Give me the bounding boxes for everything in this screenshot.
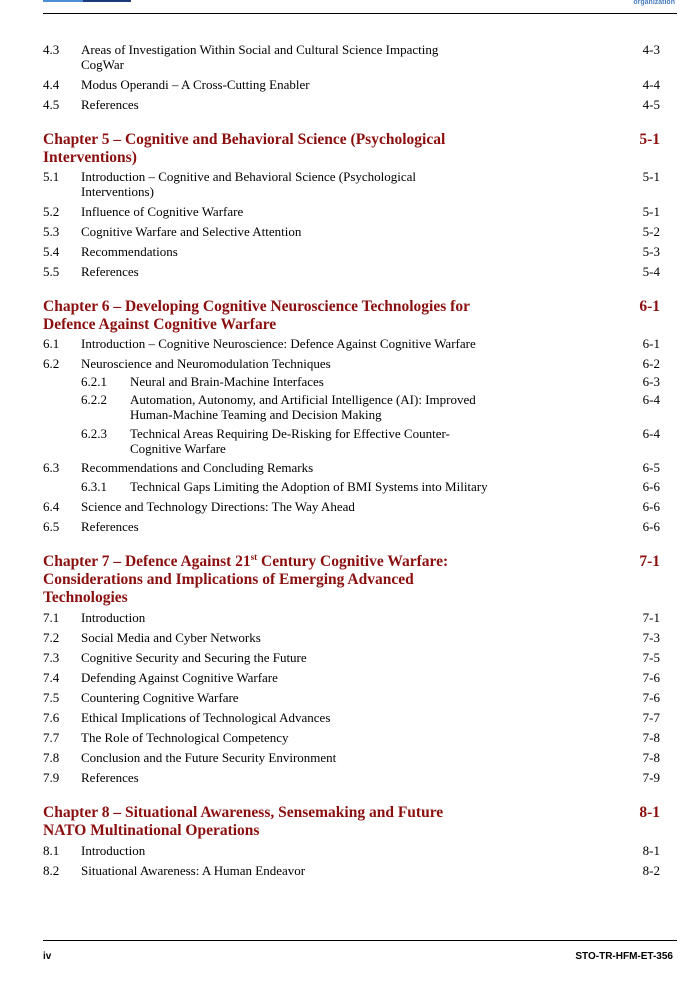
chapter-7-heading[interactable]: [43, 553, 660, 607]
toc-title: Introduction – Cognitive and Behavioral Science (Psychological Interventions): [81, 169, 417, 199]
toc-number: 5.3: [43, 224, 60, 239]
toc-number: 7.8: [43, 750, 60, 765]
toc-title: Neural and Brain-Machine Interfaces: [130, 374, 324, 389]
toc-title: The Role of Technological Competency: [81, 730, 289, 745]
toc-page: 5-1: [642, 204, 660, 219]
toc-entry-6-3-1[interactable]: [43, 479, 660, 494]
toc-page: 7-5: [642, 650, 660, 665]
toc-page: 5-2: [642, 224, 660, 239]
toc-title: Introduction – Cognitive Neuroscience: Defence Against Cognitive Warfare: [81, 336, 476, 351]
toc-title: Neuroscience and Neuromodulation Techniques: [81, 356, 331, 371]
toc-title: References: [81, 519, 139, 534]
toc-title: Countering Cognitive Warfare: [81, 690, 239, 705]
toc-number: 7.4: [43, 670, 60, 685]
toc-page: 6-4: [642, 392, 660, 407]
chapter-8-heading[interactable]: [43, 804, 660, 840]
toc-number: 7.3: [43, 650, 60, 665]
toc-entry-6-2[interactable]: [43, 356, 660, 371]
toc-page: 6-1: [642, 336, 660, 351]
toc-entry-5-4[interactable]: [43, 244, 660, 259]
toc-title: Ethical Implications of Technological Advances: [81, 710, 331, 725]
chapter-page: 8-1: [639, 804, 660, 821]
toc-title: Recommendations: [81, 244, 178, 259]
toc-entry-7-7[interactable]: [43, 730, 660, 745]
toc-number: 7.2: [43, 630, 60, 645]
chapter-6-heading[interactable]: [43, 298, 660, 334]
toc-entry-5-1[interactable]: [43, 169, 660, 199]
toc-entry-7-2[interactable]: [43, 630, 660, 645]
toc-page: 7-6: [642, 670, 660, 685]
toc-page: 6-6: [642, 479, 660, 494]
toc-entry-6-2-1[interactable]: [43, 374, 660, 389]
chapter-title: Chapter 5 – Cognitive and Behavioral Science (Psychological Interventions): [43, 131, 446, 166]
toc-title: Areas of Investigation Within Social and Cultural Science Impacting CogWar: [81, 42, 439, 72]
toc-entry-7-8[interactable]: [43, 750, 660, 765]
toc-page: 5-4: [642, 264, 660, 279]
toc-page: 7-8: [642, 750, 660, 765]
chapter-page: 5-1: [639, 131, 660, 148]
toc-title: References: [81, 264, 139, 279]
toc-number: 5.1: [43, 169, 60, 184]
toc-number: 4.4: [43, 77, 60, 92]
toc-title: Conclusion and the Future Security Environment: [81, 750, 337, 765]
chapter-title-part: Chapter 7 – Defence Against 21: [43, 553, 251, 570]
toc-title: Cognitive Warfare and Selective Attention: [81, 224, 302, 239]
toc-title: References: [81, 97, 139, 112]
toc-title: Recommendations and Concluding Remarks: [81, 460, 314, 475]
toc-entry-4-4[interactable]: [43, 77, 660, 92]
toc-entry-7-3[interactable]: [43, 650, 660, 665]
toc-title: Cognitive Security and Securing the Future: [81, 650, 307, 665]
toc-number: 6.2: [43, 356, 60, 371]
footer-rule: [43, 940, 677, 941]
footer-page-number: iv: [43, 951, 52, 962]
toc-entry-6-4[interactable]: [43, 499, 660, 514]
toc-entry-8-2[interactable]: [43, 863, 660, 878]
toc-page: 7-8: [642, 730, 660, 745]
toc-title: Social Media and Cyber Networks: [81, 630, 261, 645]
toc-number: 5.4: [43, 244, 60, 259]
toc-entry-7-1[interactable]: [43, 610, 660, 625]
toc-entry-4-3[interactable]: [43, 42, 660, 72]
chapter-title: Chapter 6 – Developing Cognitive Neuroscience Technologies for Defence Against Cognitive Warfare: [43, 298, 470, 333]
toc-number: 6.2.2: [81, 392, 107, 407]
toc-number: 6.2.3: [81, 426, 107, 441]
toc-entry-4-5[interactable]: [43, 97, 660, 112]
toc-entry-7-5[interactable]: [43, 690, 660, 705]
toc-entry-5-2[interactable]: [43, 204, 660, 219]
toc-title: Modus Operandi – A Cross-Cutting Enabler: [81, 77, 310, 92]
toc-number: 6.1: [43, 336, 60, 351]
toc-number: 5.2: [43, 204, 60, 219]
toc-entry-6-1[interactable]: [43, 336, 660, 351]
chapter-title: Chapter 8 – Situational Awareness, Sensemaking and Future NATO Multinational Operations: [43, 804, 444, 839]
toc-page: 7-1: [642, 610, 660, 625]
toc-title: Technical Gaps Limiting the Adoption of BMI Systems into Military: [130, 479, 488, 494]
toc-page: 4-5: [642, 97, 660, 112]
toc-number: 7.5: [43, 690, 60, 705]
toc-page: 6-6: [642, 499, 660, 514]
toc-entry-7-4[interactable]: [43, 670, 660, 685]
toc-page: 8-1: [642, 843, 660, 858]
chapter-page: 6-1: [639, 298, 660, 315]
toc-entry-5-5[interactable]: [43, 264, 660, 279]
toc-number: 6.3: [43, 460, 60, 475]
toc-page: 4-3: [642, 42, 660, 57]
table-of-contents: [43, 42, 660, 878]
toc-entry-5-3[interactable]: [43, 224, 660, 239]
chapter-title-part: Century Cognitive Warfare: Considerations and Implications of Emerging Advanced Technologies: [43, 553, 449, 606]
toc-number: 7.9: [43, 770, 60, 785]
toc-entry-8-1[interactable]: [43, 843, 660, 858]
toc-title: Science and Technology Directions: The Way Ahead: [81, 499, 355, 514]
toc-page: 6-4: [642, 426, 660, 441]
toc-page: 7-7: [642, 710, 660, 725]
toc-number: 7.1: [43, 610, 60, 625]
toc-title: Introduction: [81, 610, 146, 625]
toc-page: 6-5: [642, 460, 660, 475]
toc-title: References: [81, 770, 139, 785]
header-logo-bar: [43, 0, 131, 2]
toc-entry-6-3[interactable]: [43, 460, 660, 475]
toc-number: 6.4: [43, 499, 60, 514]
toc-page: 7-9: [642, 770, 660, 785]
toc-entry-7-9[interactable]: [43, 770, 660, 785]
toc-number: 6.3.1: [81, 479, 107, 494]
toc-number: 5.5: [43, 264, 60, 279]
toc-number: 7.6: [43, 710, 60, 725]
toc-number: 4.5: [43, 97, 60, 112]
toc-page: 7-3: [642, 630, 660, 645]
toc-title: Technical Areas Requiring De-Risking for Effective Counter-Cognitive Warfare: [130, 426, 450, 456]
toc-number: 4.3: [43, 42, 60, 57]
toc-number: 8.1: [43, 843, 60, 858]
toc-entry-6-2-3[interactable]: [43, 426, 660, 456]
toc-page: 6-3: [642, 374, 660, 389]
toc-page: 6-6: [642, 519, 660, 534]
toc-title: Situational Awareness: A Human Endeavor: [81, 863, 306, 878]
chapter-title-superscript: st: [250, 551, 258, 562]
toc-page: 8-2: [642, 863, 660, 878]
toc-number: 6.2.1: [81, 374, 107, 389]
toc-number: 7.7: [43, 730, 60, 745]
footer-document-id: STO-TR-HFM-ET-356: [575, 951, 673, 962]
toc-title: Introduction: [81, 843, 146, 858]
chapter-page: 7-1: [639, 553, 660, 570]
toc-title: Influence of Cognitive Warfare: [81, 204, 244, 219]
toc-entry-7-6[interactable]: [43, 710, 660, 725]
toc-title: Automation, Autonomy, and Artificial Intelligence (AI): Improved Human-Machine Teaming and Decision Making: [130, 392, 476, 422]
toc-page: 5-1: [642, 169, 660, 184]
header-org-text: organization: [633, 0, 675, 6]
toc-page: 5-3: [642, 244, 660, 259]
toc-entry-6-5[interactable]: [43, 519, 660, 534]
toc-number: 6.5: [43, 519, 60, 534]
chapter-5-heading[interactable]: [43, 131, 660, 167]
toc-number: 8.2: [43, 863, 60, 878]
chapter-title: [43, 553, 483, 607]
toc-entry-6-2-2[interactable]: [43, 392, 660, 422]
toc-page: 6-2: [642, 356, 660, 371]
toc-page: 7-6: [642, 690, 660, 705]
toc-page: 4-4: [642, 77, 660, 92]
toc-title: Defending Against Cognitive Warfare: [81, 670, 278, 685]
header-rule: [43, 13, 677, 14]
